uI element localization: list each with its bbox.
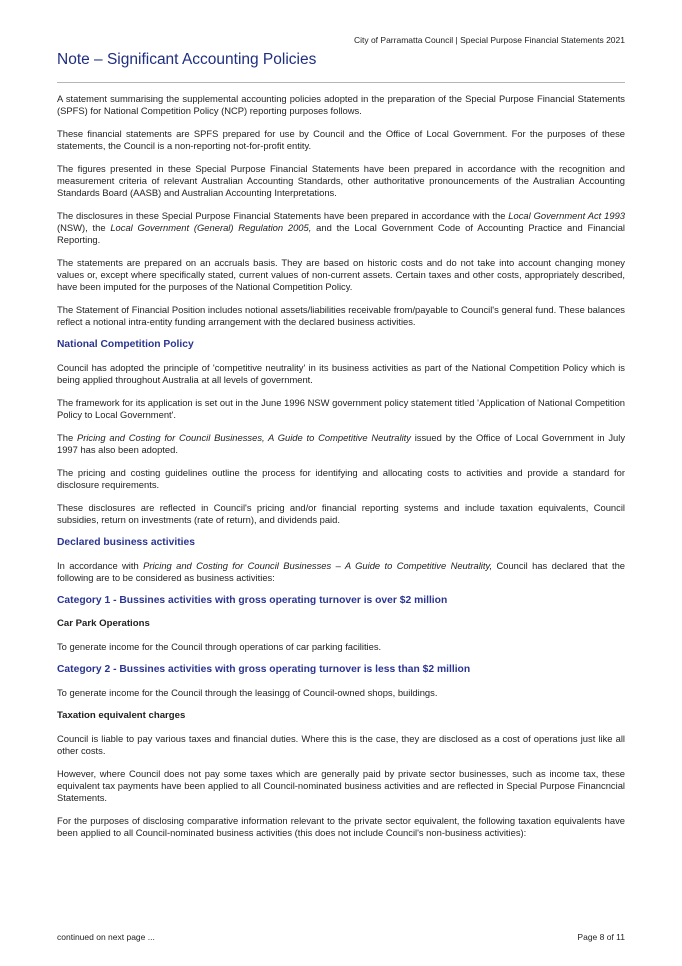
disclosures-paragraph: The disclosures in these Special Purpose Financial Statements have been prepared in accordance with the Local Government Act 1993 (NSW), the Local Government (General) Regulation 2005, and the Local Government Code of Accounting Practice and Financial Reporting. [57, 210, 625, 245]
financial-position-paragraph: The Statement of Financial Position includes notional assets/liabilities receivable from/payable to Council's general fund. These balances reflect a notional intra-entity funding arrangement with the declared business activities. [57, 304, 625, 327]
running-header: City of Parramatta Council | Special Purpose Financial Statements 2021 [353, 35, 625, 45]
declared-heading: Declared business activities [57, 537, 195, 548]
page-number: Page 8 of 11 [577, 932, 625, 942]
continued-note: continued on next page ... [57, 932, 155, 942]
category-2-paragraph: To generate income for the Council through the leasingg of Council-owned shops, buildings. [57, 687, 438, 698]
intro-paragraph: A statement summarising the supplemental accounting policies adopted in the preparation of the Special Purpose Financial Statements (SPFS) for National Competition Policy (NCP) reporting purposes follows. [57, 93, 625, 116]
tax-paragraph-3: For the purposes of disclosing comparative information relevant to the private sector equivalent, the following taxation equivalents have been applied to all Council-nominated business activities (this does not include Council's non-business activities): [57, 815, 625, 838]
document-body [57, 93, 625, 850]
figures-paragraph: The figures presented in these Special Purpose Financial Statements have been prepared in accordance with the recognition and measurement criteria of relevant Australian Accounting Standards, other authoritative pronouncements of the Australian Accounting Standards Board (AASB) and Australian Accounting Interpretations. [57, 163, 625, 198]
car-park-heading: Car Park Operations [57, 618, 150, 629]
category-1-heading: Category 1 - Bussines activities with gross operating turnover is over $2 million [57, 595, 448, 606]
tax-paragraph-2: However, where Council does not pay some taxes which are generally paid by private sector businesses, such as income tax, these equivalent tax payments have been applied to all Council-nominated business activities and are reflected in Special Purpose Financncial Statements. [57, 768, 625, 803]
title-divider [57, 82, 625, 83]
declared-paragraph: In accordance with Pricing and Costing for Council Businesses – A Guide to Competitive Neutrality, Council has declared that the following are to be considered as business activities: [57, 560, 625, 583]
ncp-paragraph-5: These disclosures are reflected in Council's pricing and/or financial reporting systems and include taxation equivalents, Council subsidies, return on investments (rate of return), and dividends paid. [57, 502, 625, 525]
regulation-citation: Local Government (General) Regulation 2005, [110, 222, 312, 233]
ncp-paragraph-1: Council has adopted the principle of 'competitive neutrality' in its business activities as part of the National Competition Policy which is being applied throughout Australia at all levels of government. [57, 362, 625, 385]
tax-paragraph-1: Council is liable to pay various taxes and financial duties. Where this is the case, they are disclosed as a cost of operations just like all other costs. [57, 733, 625, 756]
tax-heading: Taxation equivalent charges [57, 710, 186, 721]
page-title: Note – Significant Accounting Policies [57, 51, 317, 68]
accruals-paragraph: The statements are prepared on an accruals basis. They are based on historic costs and do not take into account changing money values or, except where specifically stated, current values of non-current assets. Certain taxes and other costs, appropriately described, have been imputed for the purposes of the National Competition Policy. [57, 257, 625, 292]
spfs-paragraph: These financial statements are SPFS prepared for use by Council and the Office of Local Government. For the purposes of these statements, the Council is a non-reporting not-for-profit entity. [57, 128, 625, 151]
ncp-paragraph-2: The framework for its application is set out in the June 1996 NSW government policy statement titled 'Application of National Competition Policy to Local Government'. [57, 397, 625, 420]
guide-citation: Pricing and Costing for Council Businesses, A Guide to Competitive Neutrality [76, 432, 411, 443]
car-park-paragraph: To generate income for the Council through operations of car parking facilities. [57, 641, 382, 652]
guide-citation-2: Pricing and Costing for Council Businesses – A Guide to Competitive Neutrality, [143, 560, 493, 571]
ncp-paragraph-4: The pricing and costing guidelines outline the process for identifying and allocating costs to activities and provide a standard for disclosure requirements. [57, 467, 625, 490]
act-citation: Local Government Act 1993 [508, 210, 625, 221]
ncp-heading: National Competition Policy [57, 339, 194, 350]
ncp-paragraph-3: The Pricing and Costing for Council Businesses, A Guide to Competitive Neutrality issued by the Office of Local Government in July 1997 has also been adopted. [57, 432, 626, 455]
category-2-heading: Category 2 - Bussines activities with gross operating turnover is less than $2 million [57, 664, 471, 675]
